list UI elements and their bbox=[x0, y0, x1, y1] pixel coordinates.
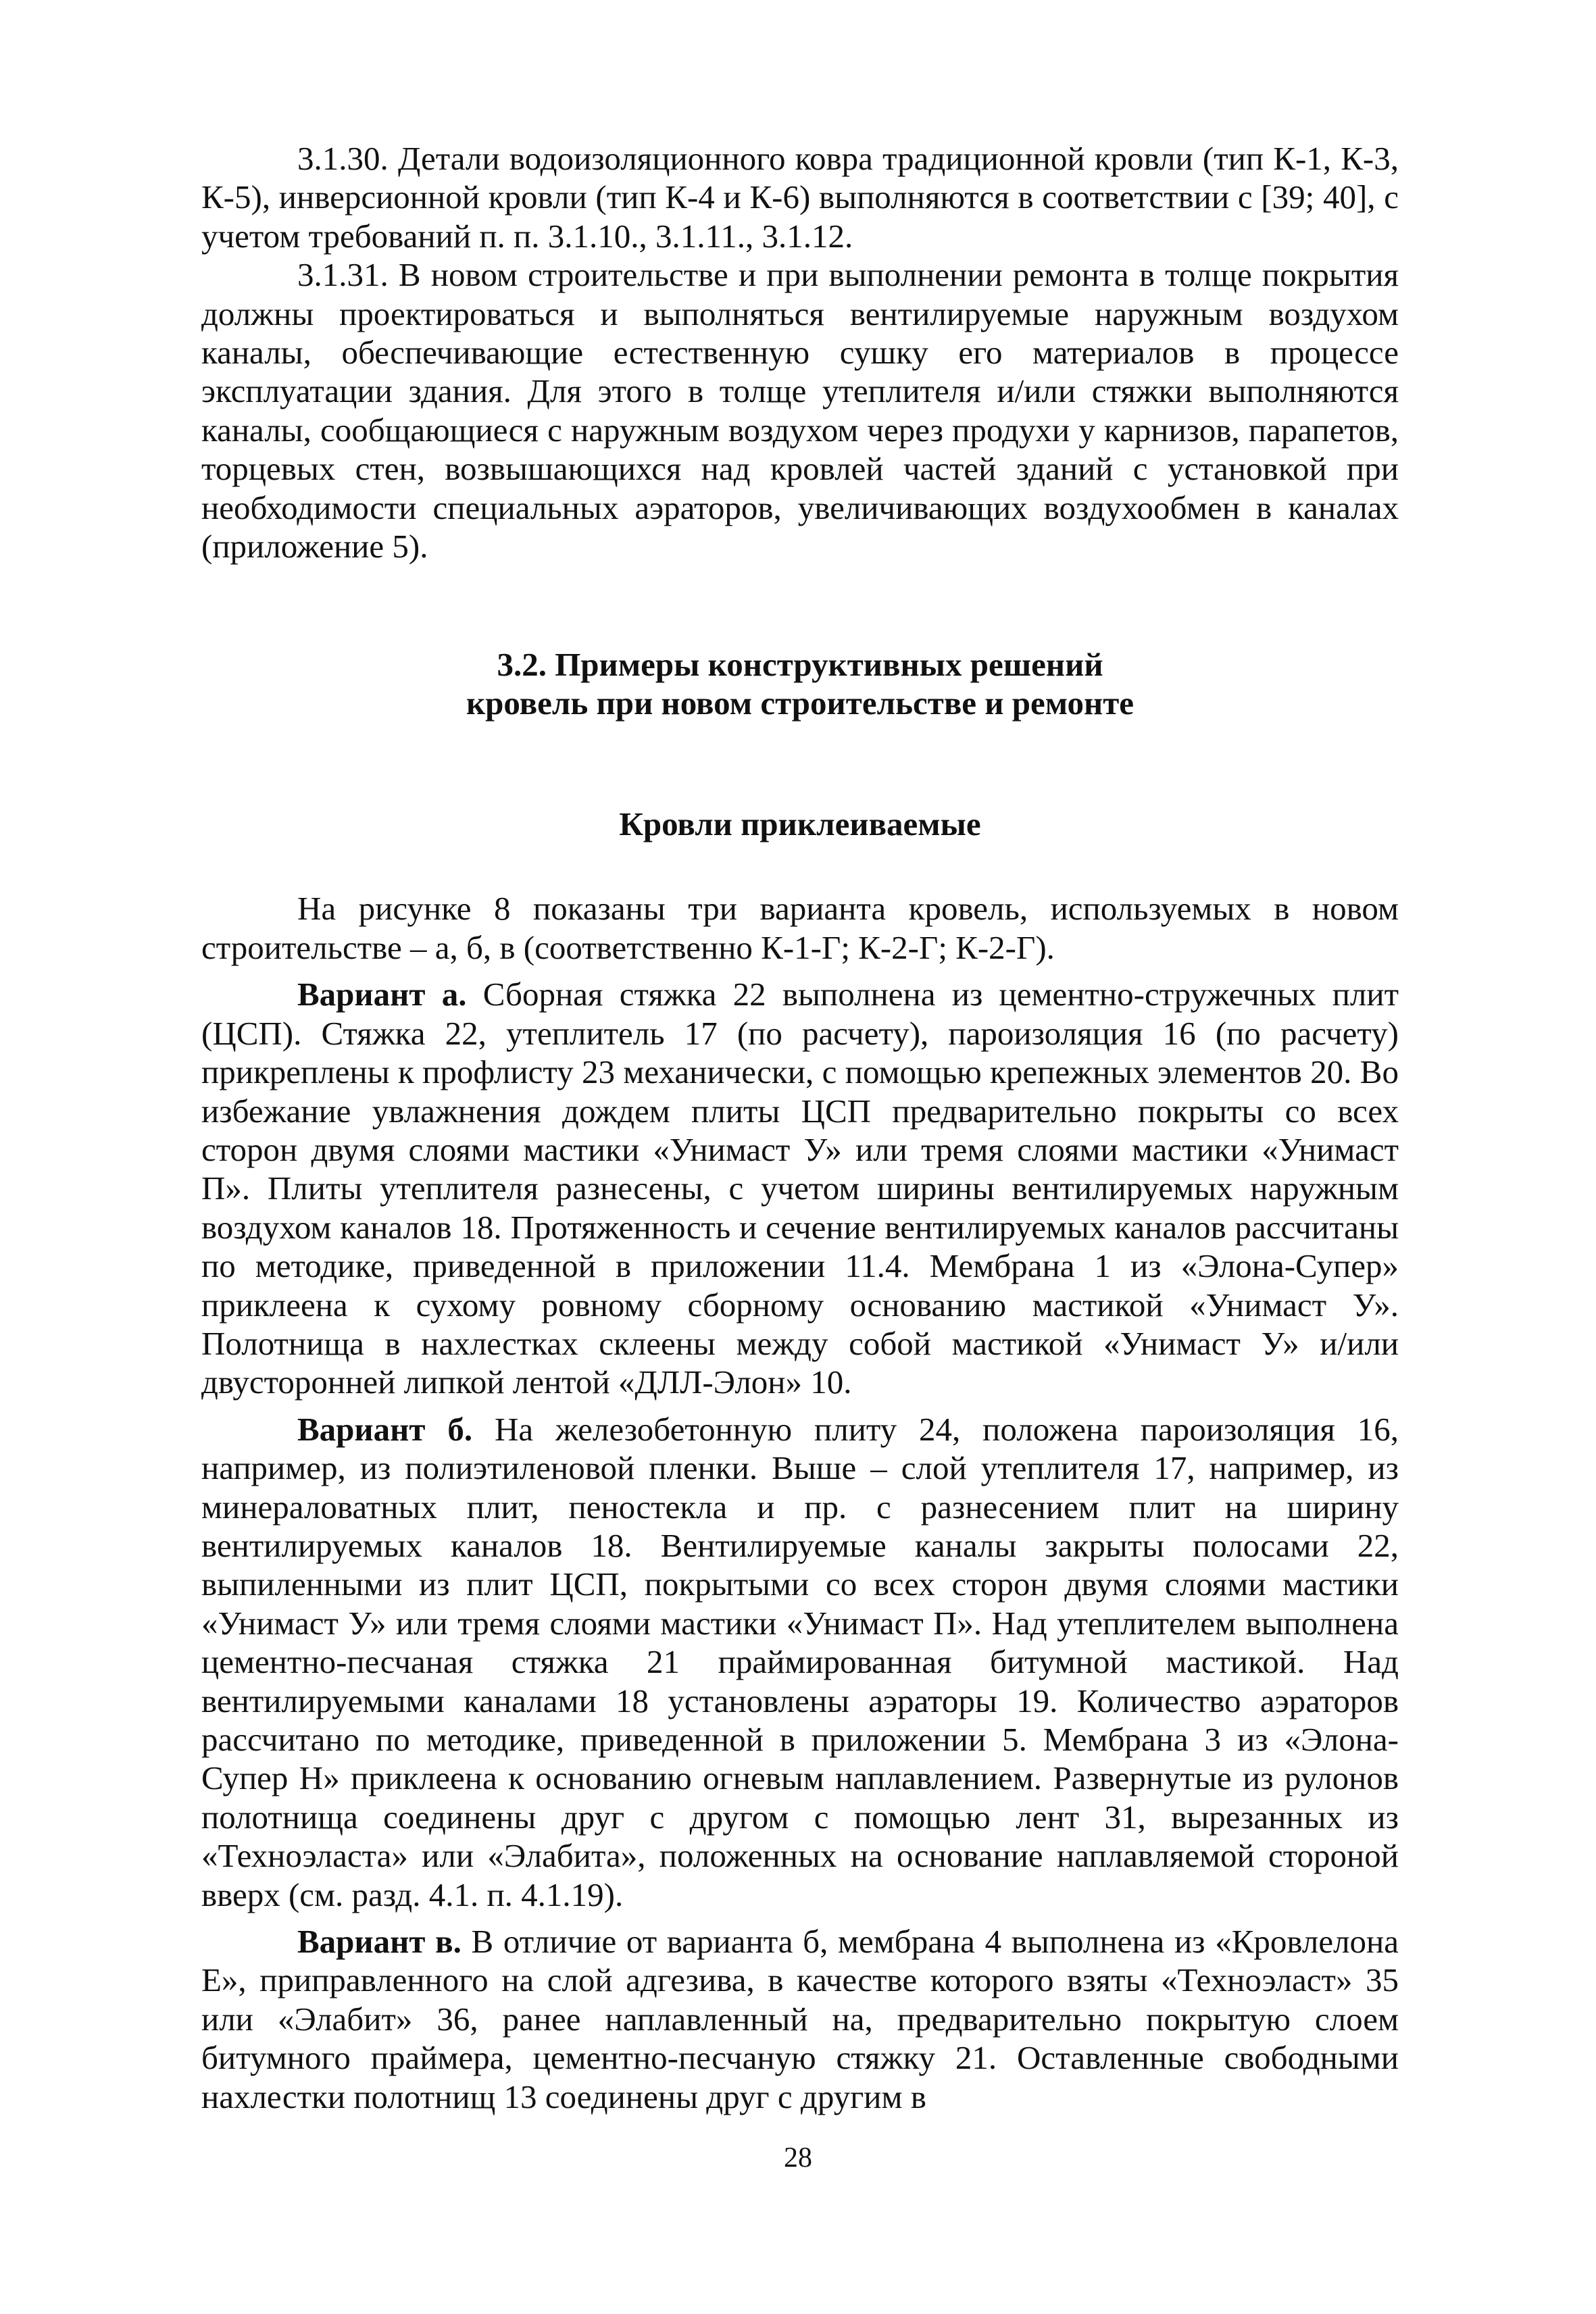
section-title-line-1: 3.2. Примеры конструктивных решений bbox=[497, 646, 1103, 684]
variant-v-label: Вариант в. bbox=[297, 1923, 462, 1961]
variant-b-paragraph bbox=[201, 1410, 1399, 1914]
document-page bbox=[201, 139, 1399, 2116]
intro-paragraph: На рисунке 8 показаны три варианта кровель, используемых в новом строительстве – а, б, в (соответственно К-1-Г; К-2-Г; К-2-Г). bbox=[201, 890, 1399, 966]
variant-a-text: Сборная стяжка 22 выполнена из цементно-стружечных плит (ЦСП). Стяжка 22, утеплитель 17 (по расчету), пароизоляция 16 (по расчету) прикреплены к профлисту 23 механически, с помощью крепежных элементов 20. Во избежание увлажнения дождем плиты ЦСП предварительно покрыты со всех сторон двумя слоями мастики «Унимаст У» или тремя слоями мастики «Унимаст П». Плиты утеплителя разнесены, с учетом ширины вентилируемых наружным воздухом каналов 18. Протяженность и сечение вентилируемых каналов рассчитаны по методике, приведенной в приложении 11.4. Мембрана 1 из «Элона-Супер» приклеена к сухому ровному сборному основанию мастикой «Унимаст У». Полотнища в нахлестках склеены между собой мастикой «Унимаст У» и/или двусторонней липкой лентой «ДЛЛ-Элон» 10. bbox=[201, 976, 1399, 1401]
variant-b-text: На железобетонную плиту 24, положена пароизоляция 16, например, из полиэтиленовой пленки. Выше – слой утеплителя 17, например, из минераловатных плит, пеностекла и пр. с разнесением плит на ширину вентилируемых каналов 18. Вентилируемые каналы закрыты полосами 22, выпиленными из плит ЦСП, покрытыми со всех сторон двумя слоями мастики «Унимаст У» или тремя слоями мастики «Унимаст П». Над утеплителем выполнена цементно-песчаная стяжка 21 праймированная битумной мастикой. Над вентилируемыми каналами 18 установлены аэраторы 19. Количество аэраторов рассчитано по методике, приведенной в приложении 5. Мембрана 3 из «Элона-Супер Н» приклеена к основанию огневым наплавлением. Развернутые из рулонов полотнища соединены друг с другом с помощью лент 31, вырезанных из «Техноэласта» или «Элабита», положенных на основание наплавляемой стороной вверх (см. разд. 4.1. п. 4.1.19). bbox=[201, 1410, 1399, 1913]
variant-v-paragraph bbox=[201, 1922, 1399, 2116]
variant-a-paragraph bbox=[201, 975, 1399, 1401]
section-title-line-2: кровель при новом строительстве и ремонте bbox=[466, 684, 1134, 722]
subheading: Кровли приклеиваемые bbox=[619, 805, 981, 843]
paragraph-3-1-30: 3.1.30. Детали водоизоляционного ковра традиционной кровли (тип К-1, К-3, К-5), инверсионной кровли (тип К-4 и К-6) выполняются в соответствии с [39; 40], с учетом требований п. п. 3.1.10., 3.1.11., 3.1.12. bbox=[201, 140, 1399, 255]
variant-a-label: Вариант а. bbox=[297, 976, 467, 1013]
variant-b-label: Вариант б. bbox=[297, 1410, 473, 1448]
page-number: 28 bbox=[784, 2142, 812, 2173]
variant-v-text: В отличие от варианта б, мембрана 4 выполнена из «Кровлелона Е», приправленного на слой адгезива, в качестве которого взяты «Техноэласт» 35 или «Элабит» 36, ранее наплавленный на, предварительно покрытую слоем битумного праймера, цементно-песчаную стяжку 21. Оставленные свободными нахлестки полотнищ 13 соединены друг с другим в bbox=[201, 1923, 1399, 2115]
paragraph-3-1-31: 3.1.31. В новом строительстве и при выполнении ремонта в толще покрытия должны проектироваться и выполняться вентилируемые наружным воздухом каналы, обеспечивающие естественную сушку его материалов в процессе эксплуатации здания. Для этого в толще утеплителя и/или стяжки выполняются каналы, сообщающиеся с наружным воздухом через продухи у карнизов, парапетов, торцевых стен, возвышающихся над кровлей частей зданий с установкой при необходимости специальных аэраторов, увеличивающих воздухообмен в каналах (приложение 5). bbox=[201, 256, 1399, 565]
